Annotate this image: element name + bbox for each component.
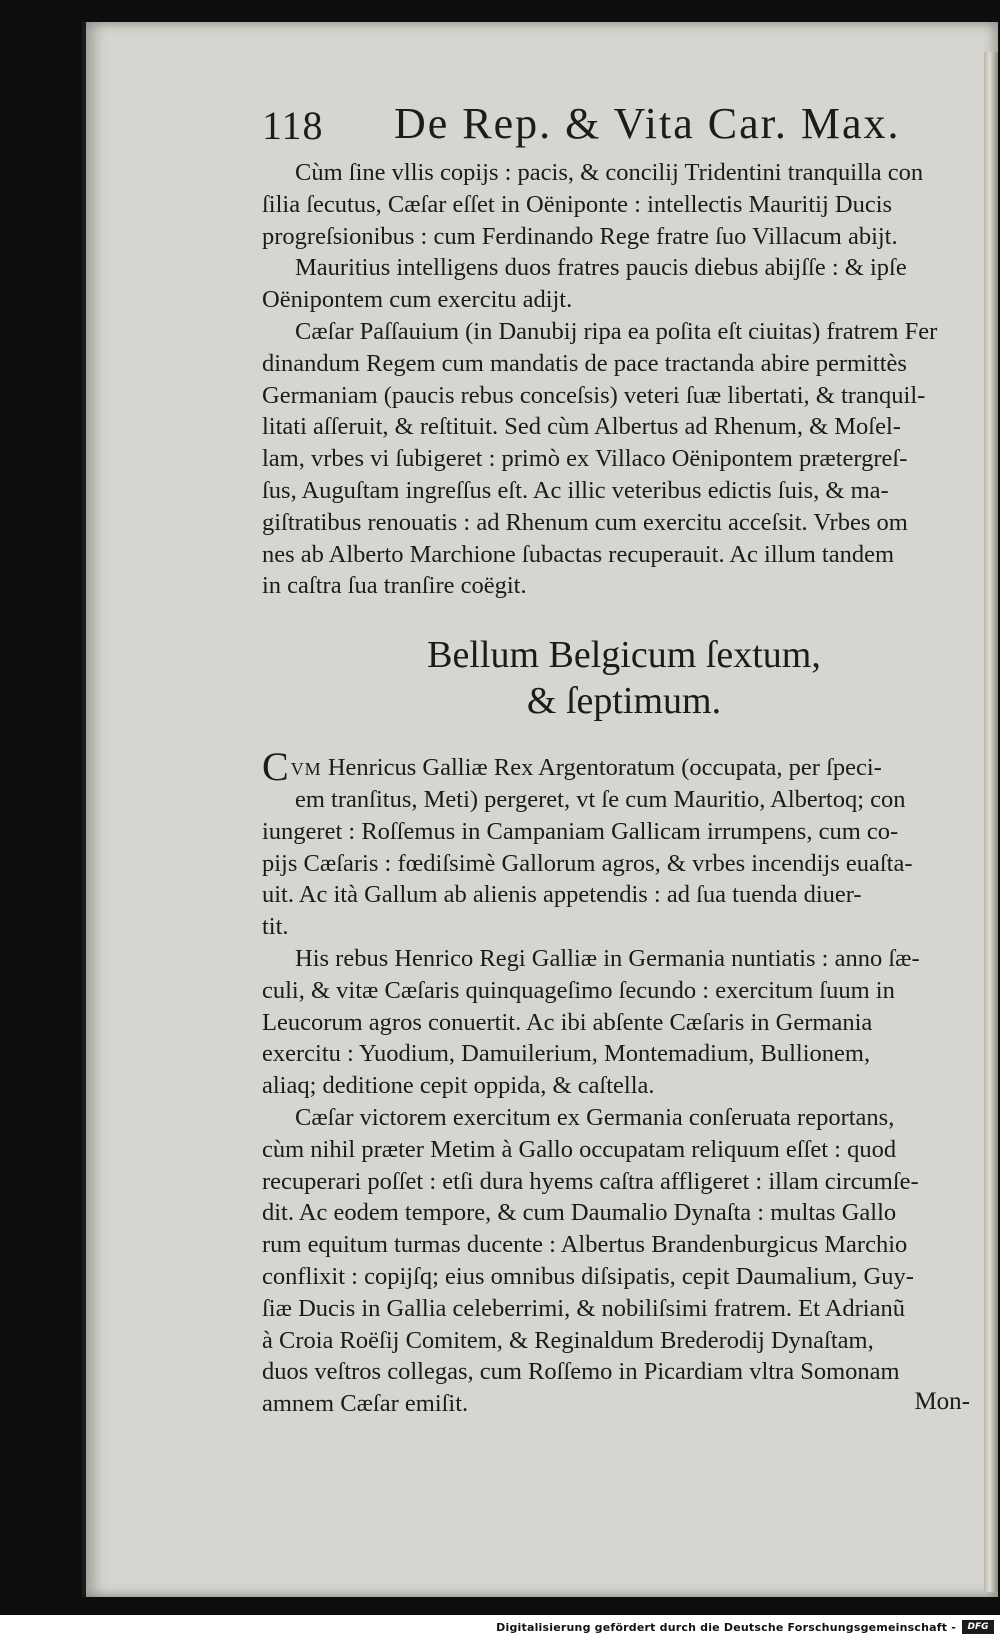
catchword: Mon- [914, 1388, 970, 1415]
text-line: exercitu : Yuodium, Damuilerium, Montemadium, Bullionem, [262, 1040, 871, 1068]
text-line [262, 752, 986, 784]
text-line: rum equitum turmas ducente : Albertus Brandenburgicus Marchio [262, 1231, 908, 1259]
text-line: litati aſſeruit, & reſtituit. Sed cùm Albertus ad Rhenum, & Moſel- [262, 413, 901, 441]
text-line: giſtratibus renouatis : ad Rhenum cum exercitu acceſsit. Vrbes om [262, 508, 908, 536]
footer-bar [0, 1615, 1000, 1641]
text-line: pijs Cæſaris : fœdiſsimè Gallorum agros, & vrbes incendijs euaſta- [262, 849, 913, 877]
text-line: à Croia Roëſij Comitem, & Reginaldum Brederodij Dynaſtam, [262, 1326, 874, 1354]
page-edge [984, 52, 998, 1592]
text-line: ſus, Auguſtam ingreſſus eſt. Ac illic veteribus edictis ſuis, & ma- [262, 476, 889, 504]
text-line: duos veſtros collegas, cum Roſſemo in Picardiam vltra Somonam [262, 1358, 900, 1386]
dfg-logo: DFG [962, 1620, 994, 1634]
text-line: aliaq; deditione cepit oppida, & caſtella. [262, 1072, 655, 1100]
section-heading [262, 602, 986, 752]
text-line: iungeret : Roſſemus in Campaniam Gallicam irrumpens, cum co- [262, 817, 899, 845]
text-line: dit. Ac eodem tempore, & cum Daumalio Dynaſta : multas Gallo [262, 1199, 897, 1227]
text-line: progreſsionibus : cum Ferdinando Rege fratre ſuo Villacum abijt. [262, 222, 898, 250]
running-head [262, 98, 901, 158]
text-line: Mauritius intelligens duos fratres paucis diebus abijſſe : & ipſe [295, 254, 907, 282]
text-line: culi, & vitæ Cæſaris quinquageſimo ſecundo : exercitum ſuum in [262, 976, 895, 1004]
text-line: Cùm ſine vllis copijs : pacis, & concilij Tridentini tranquilla con [295, 159, 924, 186]
text-line: lam, vrbes vi ſubigeret : primò ex Villaco Oënipontem prætergreſ- [262, 445, 908, 473]
text-line: nes ab Alberto Marchione ſubactas recuperauit. Ac illum tandem [262, 540, 895, 568]
section-heading-line: & ſeptimum. [526, 680, 722, 723]
running-title: De Rep. & Vita Car. Max. [394, 99, 901, 148]
text-line: Leucorum agros conuertit. Ac ibi abſente Cæſaris in Germania [262, 1008, 873, 1036]
main-text [262, 157, 986, 1420]
drop-initial: C [262, 752, 289, 784]
text-line: cùm nihil præter Metim à Gallo occupatam reliquum eſſet : quod [262, 1135, 897, 1163]
text-line: uit. Ac ità Gallum ab alienis appetendis : ad ſua tuenda diuer- [262, 881, 862, 909]
text-line: His rebus Henrico Regi Galliæ in Germania nuntiatis : anno ſæ- [295, 944, 920, 972]
text-line: Cæſar Paſſauium (in Danubij ripa ea poſita eſt ciuitas) fratrem Fer [295, 317, 938, 345]
text-line: em tranſitus, Meti) pergeret, vt ſe cum Mauritio, Albertoq; con [295, 785, 906, 813]
text-line: recuperari poſſet : etſi dura hyems caſtra affligeret : illam circumſe- [262, 1167, 919, 1195]
text-line: Oënipontem cum exercitu adijt. [262, 286, 573, 314]
text-line: conflixit : copijſq; eius omnibus diſsipatis, cepit Daumalium, Guy- [262, 1262, 914, 1290]
section-heading-line: Bellum Belgicum ſextum, [427, 634, 821, 677]
funding-notice: Digitalisierung gefördert durch die Deutsche Forschungsgemeinschaft - [496, 1621, 956, 1634]
text-line: in caſtra ſua tranſire coëgit. [262, 572, 527, 600]
text-line: Cæſar victorem exercitum ex Germania conſeruata reportans, [295, 1103, 895, 1131]
small-caps-text: VM [290, 759, 322, 780]
text-line: ſiæ Ducis in Gallia celeberrimi, & nobiliſsimi fratrem. Et Adrianũ [262, 1294, 905, 1322]
page-number: 118 [262, 103, 324, 148]
text-line: Germaniam (paucis rebus conceſsis) veteri ſuæ libertati, & tranquil- [262, 381, 926, 409]
text-line: amnem Cæſar emiſit. [262, 1390, 469, 1418]
text-line: dinandum Regem cum mandatis de pace tractanda abire permittès [262, 349, 907, 377]
text-segment: Henricus Galliæ Rex Argentoratum (occupata, per ſpeci- [321, 754, 882, 782]
text-line: tit. [262, 913, 289, 941]
text-line: ſilia ſecutus, Cæſar eſſet in Oëniponte : intellectis Mauritij Ducis [262, 190, 893, 218]
